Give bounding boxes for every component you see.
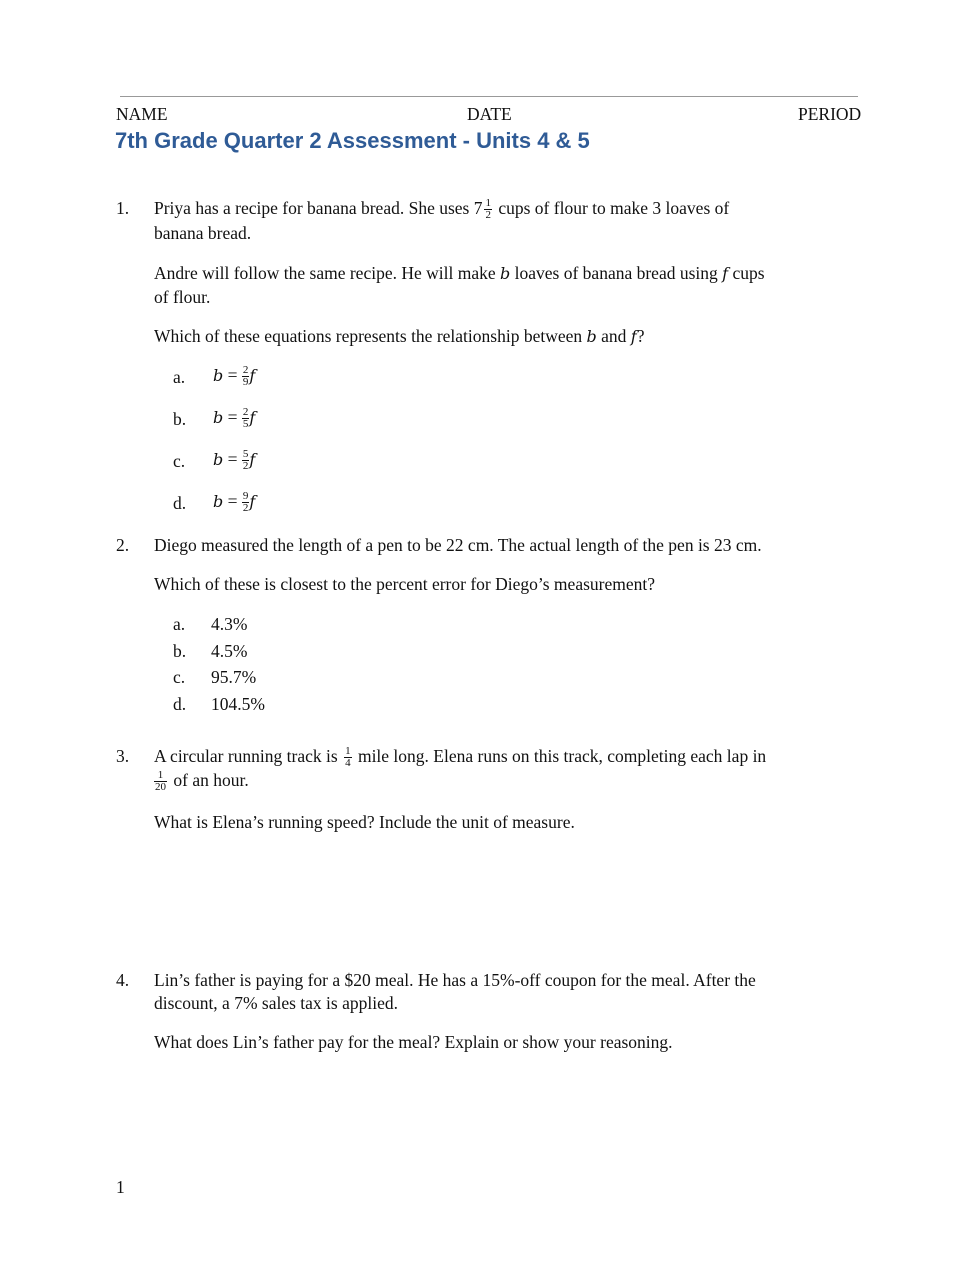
denominator: 2 xyxy=(242,460,249,473)
q2-para1: Diego measured the length of a pen to be 22 cm. The actual length of the pen is 23 cm. xyxy=(154,535,762,555)
text: cups of flour to make 3 loaves of xyxy=(493,198,730,218)
q1-option-b[interactable] xyxy=(213,407,255,430)
var-b: b xyxy=(213,408,224,427)
text: of an hour. xyxy=(169,770,249,790)
fraction xyxy=(484,198,492,221)
denominator: 2 xyxy=(485,209,491,222)
date-label: DATE xyxy=(467,104,512,124)
numerator: 9 xyxy=(242,490,249,503)
equals: = xyxy=(227,491,238,511)
var-b: b xyxy=(213,366,224,385)
q3-para1 xyxy=(154,746,766,769)
denominator: 5 xyxy=(242,418,249,431)
page-title: 7th Grade Quarter 2 Assessment - Units 4 & 5 xyxy=(115,128,590,153)
q2-option-d[interactable]: 104.5% xyxy=(211,693,265,714)
q4-question: What does Lin’s father pay for the meal? Explain or show your reasoning. xyxy=(154,1032,673,1052)
q2-option-b[interactable]: 4.5% xyxy=(211,640,248,661)
q1-para1-cont: banana bread. xyxy=(154,223,252,243)
text: ? xyxy=(636,326,645,346)
q1-option-label: a. xyxy=(173,367,186,387)
q2-option-label: c. xyxy=(173,667,186,687)
q1-question xyxy=(154,326,644,347)
whole: 7 xyxy=(473,198,483,218)
equals: = xyxy=(227,407,238,427)
q1-para2-cont: of flour. xyxy=(154,287,211,307)
q1-option-label: b. xyxy=(173,409,187,429)
var-b: b xyxy=(213,492,224,511)
q1-option-c[interactable] xyxy=(213,449,255,472)
q2-question: Which of these is closest to the percent error for Diego’s measurement? xyxy=(154,574,655,594)
q1-option-a[interactable] xyxy=(213,365,255,388)
q1-para2 xyxy=(154,263,765,284)
q2-option-c[interactable]: 95.7% xyxy=(211,667,257,687)
header-rule xyxy=(120,96,858,97)
text: Priya has a recipe for banana bread. She uses xyxy=(154,198,474,218)
q1-option-label: d. xyxy=(173,493,187,513)
numerator: 1 xyxy=(345,745,351,758)
equals: = xyxy=(227,449,238,469)
numerator: 2 xyxy=(242,364,249,377)
denominator: 2 xyxy=(242,502,249,515)
denominator: 9 xyxy=(242,376,249,389)
page-number: 1 xyxy=(116,1177,125,1197)
numerator: 1 xyxy=(485,197,491,210)
var-b: b xyxy=(500,264,511,283)
var-f: f xyxy=(630,327,637,346)
q2-option-label: b. xyxy=(173,640,187,661)
fraction xyxy=(154,770,167,793)
q3-number: 3. xyxy=(116,746,130,766)
q1-option-d[interactable] xyxy=(213,491,255,514)
equals: = xyxy=(227,365,238,385)
var-f: f xyxy=(722,264,729,283)
var-f: f xyxy=(249,408,256,427)
var-f: f xyxy=(249,450,256,469)
q1-para1 xyxy=(154,198,729,221)
q2-number: 2. xyxy=(116,535,130,555)
text: loaves of banana bread using xyxy=(510,263,723,283)
numerator: 2 xyxy=(242,406,249,419)
q2-option-a[interactable]: 4.3% xyxy=(211,614,248,634)
text: A circular running track is xyxy=(154,746,343,766)
q4-number: 4. xyxy=(116,970,130,990)
text: cups xyxy=(728,263,765,283)
q2-option-label: d. xyxy=(173,693,187,714)
q4-para1-cont: discount, a 7% sales tax is applied. xyxy=(154,993,398,1013)
var-b: b xyxy=(586,327,597,346)
name-label: NAME xyxy=(116,104,168,124)
text: Which of these equations represents the relationship between xyxy=(154,326,587,346)
q3-question: What is Elena’s running speed? Include the unit of measure. xyxy=(154,812,575,832)
q1-option-label: c. xyxy=(173,451,186,471)
text: Andre will follow the same recipe. He will make xyxy=(154,263,501,283)
q1-number: 1. xyxy=(116,198,130,218)
numerator: 1 xyxy=(154,770,167,782)
fraction xyxy=(344,746,352,769)
var-b: b xyxy=(213,450,224,469)
text: and xyxy=(596,326,631,346)
period-label: PERIOD xyxy=(798,104,862,124)
var-f: f xyxy=(249,366,256,385)
q4-para1: Lin’s father is paying for a $20 meal. He has a 15%-off coupon for the meal. After the xyxy=(154,970,756,990)
numerator: 5 xyxy=(242,448,249,461)
var-f: f xyxy=(249,492,256,511)
text: mile long. Elena runs on this track, completing each lap in xyxy=(353,746,767,766)
q3-para1-cont xyxy=(154,770,249,793)
denominator: 20 xyxy=(155,781,166,794)
denominator: 4 xyxy=(345,757,351,770)
q2-option-label: a. xyxy=(173,614,186,634)
